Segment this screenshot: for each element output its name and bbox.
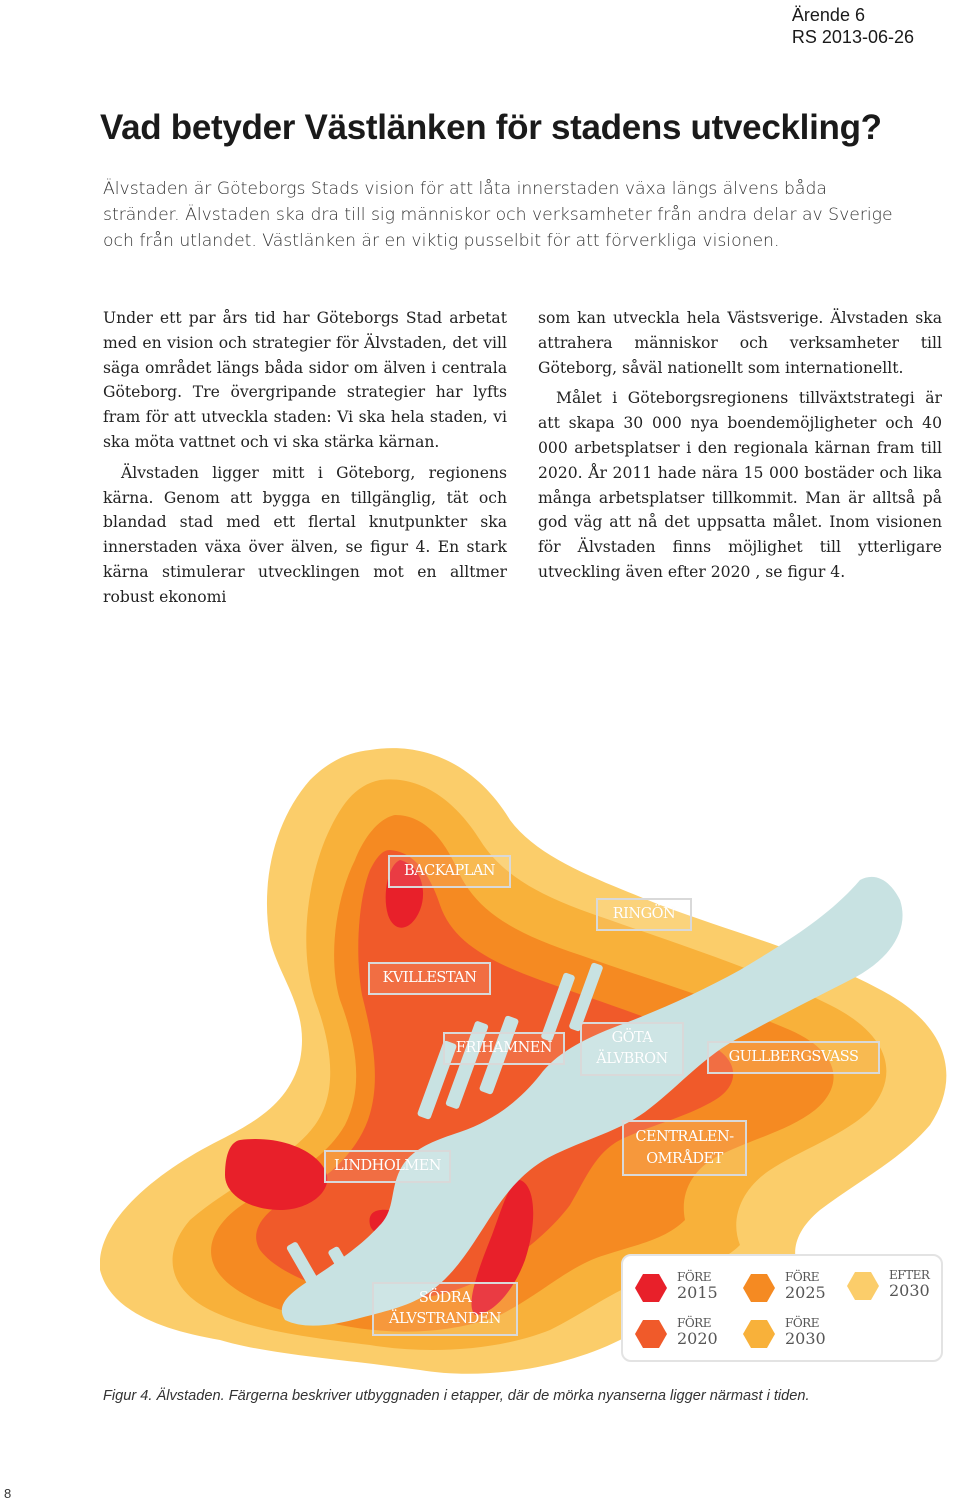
case-number: Ärende 6	[791, 5, 865, 25]
legend-year: 2030	[785, 1329, 826, 1348]
label-kvillestan: KVILLESTAN	[368, 962, 491, 995]
label-centralen: CENTRALEN- OMRÅDET	[622, 1120, 747, 1176]
legend-item	[743, 1270, 826, 1302]
body-column-right	[538, 306, 942, 585]
body-paragraph: Under ett par års tid har Göteborgs Stad arbetat med en vision och strategier för Älvstaden, det vill säga området längs båda sidor om älven i centrala Göteborg. Tre övergripande strategier har lyfts fram för att utveckla staden: Vi ska hela staden, vi ska möta vattnet och vi ska stärka kärnan.	[103, 309, 507, 451]
label-backaplan: BACKAPLAN	[388, 855, 511, 888]
legend-year: 2025	[785, 1283, 826, 1302]
legend-year: 2020	[677, 1329, 718, 1348]
legend-swatch-icon	[635, 1274, 667, 1302]
legend-kind: FÖRE	[677, 1270, 711, 1284]
legend-swatch-icon	[847, 1272, 879, 1300]
label-sodra-alvstranden: SÖDRA ÄLVSTRANDEN	[372, 1282, 518, 1336]
legend-item	[847, 1268, 930, 1300]
legend-year: 2015	[677, 1283, 718, 1302]
map-legend	[621, 1254, 943, 1362]
legend-kind: FÖRE	[785, 1316, 819, 1330]
intro-paragraph: Älvstaden är Göteborgs Stads vision för att låta innerstaden växa längs älvens båda stränder. Älvstaden ska dra till sig människor och verksamheter från andra delar av Sverige och från utlandet. Västlänken är en viktig pusselbit för att förverkliga visionen.	[103, 179, 893, 251]
document-date: RS 2013-06-26	[791, 27, 914, 47]
legend-item	[635, 1270, 718, 1302]
legend-kind: EFTER	[889, 1268, 930, 1282]
document-reference	[792, 4, 914, 48]
legend-item	[635, 1316, 718, 1348]
label-gota-alvbron: GÖTA ÄLVBRON	[580, 1022, 684, 1076]
label-lindholmen: LINDHOLMEN	[324, 1150, 451, 1183]
body-paragraph: Älvstaden ligger mitt i Göteborg, regionens kärna. Genom att bygga en tillgänglig, tät och blandad stad med ett flertal knutpunkter ska innerstaden växa över älven, se figur 4. En stark kärna stimulerar utvecklingen mot en alltmer robust ekonomi	[103, 463, 507, 606]
legend-swatch-icon	[743, 1320, 775, 1348]
legend-item	[743, 1316, 826, 1348]
legend-swatch-icon	[635, 1320, 667, 1348]
body-column-left	[103, 306, 507, 610]
body-paragraph: Målet i Göteborgsregionens tillväxtstrategi är att skapa 30 000 nya boendemöjligheter och 40 000 arbetsplatser i den regionala kärnan fram till 2020. År 2011 hade nära 15 000 bostäder och lika många arbetsplatser tillkommit. Man är alltså på god väg att nå det uppsatta målet. Inom visionen för Älvstaden finns möjlighet till ytterligare utveckling även efter 2020 , se figur 4.	[538, 389, 942, 581]
label-gullbergsvass: GULLBERGSVASS	[707, 1041, 880, 1074]
legend-kind: FÖRE	[785, 1270, 819, 1284]
label-frihamnen: FRIHAMNEN	[443, 1032, 565, 1065]
legend-year: 2030	[889, 1281, 930, 1300]
legend-kind: FÖRE	[677, 1316, 711, 1330]
label-ringon: RINGÖN	[596, 898, 692, 931]
page-title: Vad betyder Västlänken för stadens utveckling?	[100, 108, 882, 147]
page-number: 8	[4, 1486, 12, 1501]
figure-caption: Figur 4. Älvstaden. Färgerna beskriver utbyggnaden i etapper, där de mörka nyanserna ligger närmast i tiden.	[103, 1388, 810, 1404]
legend-swatch-icon	[743, 1274, 775, 1302]
body-paragraph: som kan utveckla hela Västsverige. Älvstaden ska attrahera människor och verksamheter till Göteborg, såväl nationellt som internationellt.	[538, 309, 942, 377]
